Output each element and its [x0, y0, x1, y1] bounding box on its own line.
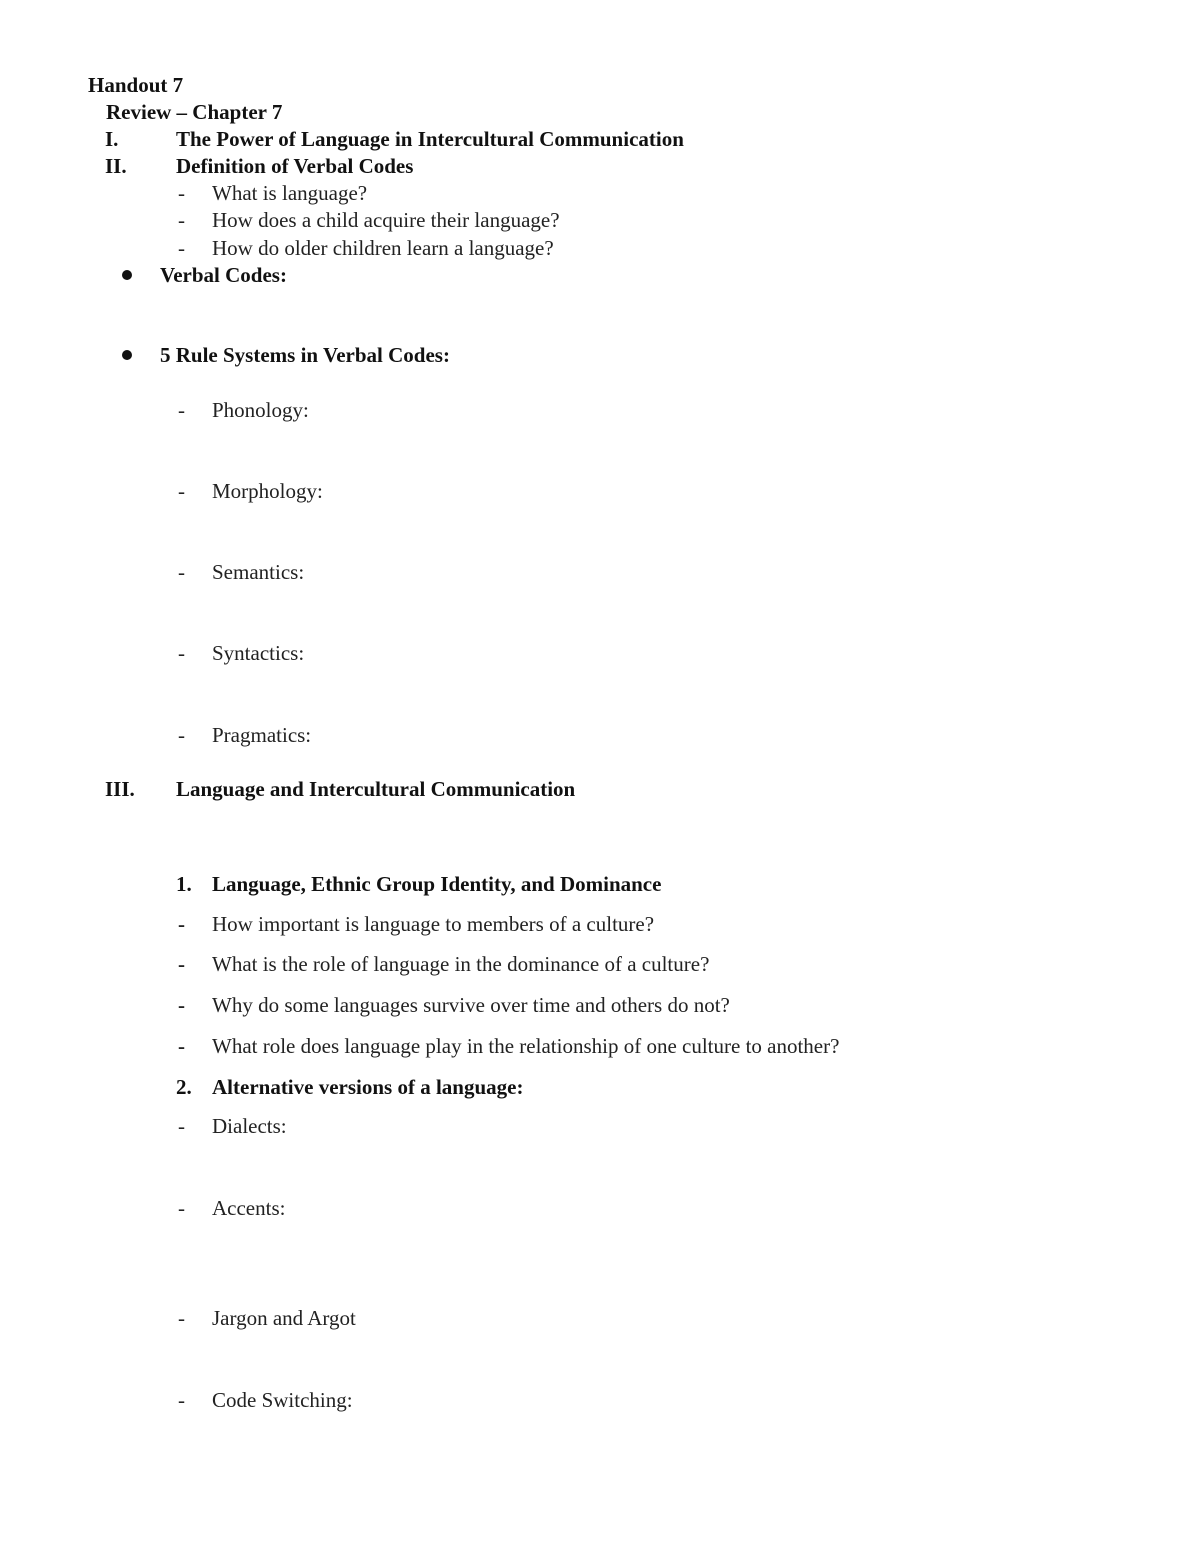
dash-marker: - — [178, 1388, 185, 1412]
section-1-numeral: I. — [105, 127, 119, 151]
rule-system-label: Phonology: — [212, 398, 309, 422]
version-label: Jargon and Argot — [212, 1306, 356, 1330]
dash-marker: - — [178, 208, 185, 232]
dash-marker: - — [178, 1306, 185, 1330]
version-label: Accents: — [212, 1196, 286, 1220]
dash-marker: - — [178, 641, 185, 665]
version-label: Code Switching: — [212, 1388, 353, 1412]
review-subtitle: Review – Chapter 7 — [106, 100, 283, 124]
dash-marker: - — [178, 952, 185, 976]
dash-marker: - — [178, 1196, 185, 1220]
section-3-numeral: III. — [105, 777, 135, 801]
bullet-dot-icon — [122, 270, 132, 280]
section-2-numeral: II. — [105, 154, 127, 178]
dash-marker: - — [178, 1114, 185, 1138]
dash-marker: - — [178, 236, 185, 260]
question-text: What role does language play in the relationship of one culture to another? — [212, 1034, 840, 1058]
dash-marker: - — [178, 398, 185, 422]
question-text: How do older children learn a language? — [212, 236, 554, 260]
handout-title: Handout 7 — [88, 73, 184, 97]
subsection-2-title: Alternative versions of a language: — [212, 1075, 524, 1099]
rule-system-label: Syntactics: — [212, 641, 305, 665]
question-text: How does a child acquire their language? — [212, 208, 560, 232]
dash-marker: - — [178, 181, 185, 205]
subsection-1-title: Language, Ethnic Group Identity, and Dominance — [212, 872, 662, 896]
bullet-text: 5 Rule Systems in Verbal Codes: — [160, 343, 450, 367]
section-1-title: The Power of Language in Intercultural Communication — [176, 127, 684, 151]
section-3-title: Language and Intercultural Communication — [176, 777, 576, 801]
section-2-title: Definition of Verbal Codes — [176, 154, 414, 178]
question-text: What is language? — [212, 181, 368, 205]
dash-marker: - — [178, 993, 185, 1017]
rule-system-label: Pragmatics: — [212, 723, 312, 747]
version-label: Dialects: — [212, 1114, 287, 1138]
dash-marker: - — [178, 560, 185, 584]
dash-marker: - — [178, 723, 185, 747]
bullet-text: Verbal Codes: — [160, 263, 287, 287]
rule-system-label: Semantics: — [212, 560, 305, 584]
rule-system-label: Morphology: — [212, 479, 323, 503]
bullet-dot-icon — [122, 350, 132, 360]
question-text: What is the role of language in the dominance of a culture? — [212, 952, 710, 976]
question-text: Why do some languages survive over time and others do not? — [212, 993, 730, 1017]
dash-marker: - — [178, 479, 185, 503]
subsection-2-number: 2. — [176, 1075, 192, 1099]
dash-marker: - — [178, 1034, 185, 1058]
subsection-1-number: 1. — [176, 872, 192, 896]
question-text: How important is language to members of a culture? — [212, 912, 655, 936]
dash-marker: - — [178, 912, 185, 936]
